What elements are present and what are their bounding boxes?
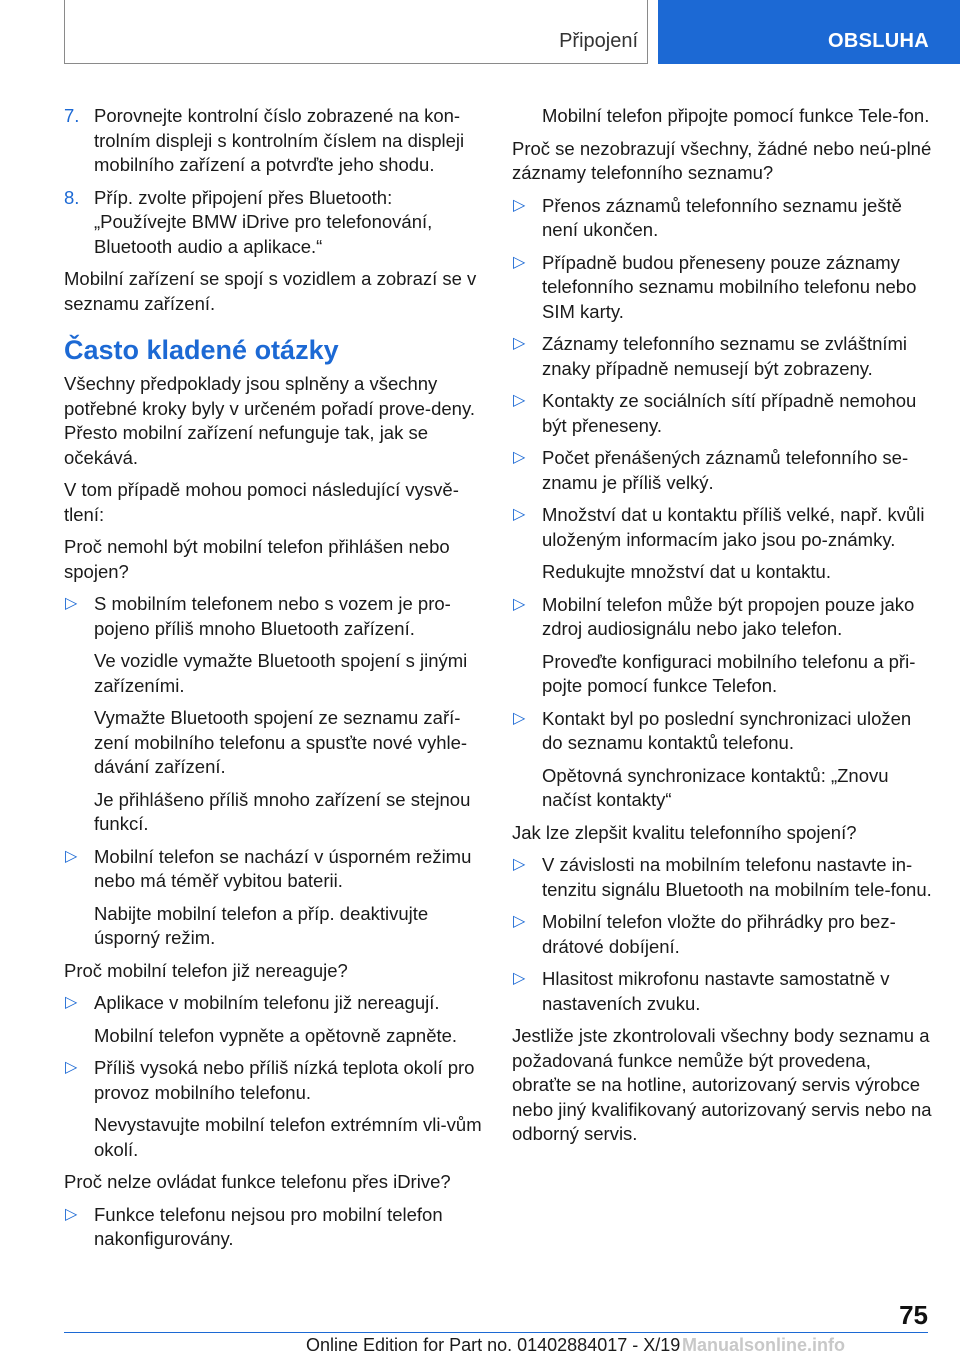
- bullet-text: Mobilní telefon se nachází v úsporném režimu nebo má téměř vybitou baterii.: [94, 845, 472, 891]
- bullet-text: Příliš vysoká nebo příliš nízká teplota okolí pro provoz mobilního telefonu.: [94, 1057, 475, 1103]
- question: Jak lze zlepšit kvalitu telefonního spojení?: [512, 821, 857, 843]
- triangle-bullet-icon: ▷: [513, 335, 526, 352]
- bullet-subtext: Opětovná synchronizace kontaktů: „Znovu načíst kontakty“: [542, 764, 889, 810]
- bullet-subtext: Redukujte množství dat u kontaktu.: [542, 561, 831, 582]
- step-item: [64, 104, 484, 178]
- bullet-item: [512, 707, 932, 756]
- bullet-text: Hlasitost mikrofonu nastavte samostatně v nastaveních zvuku.: [542, 968, 890, 1014]
- chapter-tab: OBSLUHA: [658, 0, 960, 64]
- step-number: 8.: [64, 186, 80, 208]
- bullet-item: [512, 194, 932, 243]
- question: Proč nelze ovládat funkce telefonu přes iDrive?: [64, 1171, 451, 1192]
- bullet-item: [512, 251, 932, 325]
- step-number: 7.: [64, 105, 80, 126]
- bullet-text: Mobilní telefon vložte do přihrádky pro bez‐drátové dobíjení.: [542, 911, 896, 957]
- bullet-text: Množství dat u kontaktu příliš velké, např. kvůli uloženým informacím jako jsou po‐známky.: [542, 504, 925, 550]
- right-column: [512, 104, 932, 1155]
- bullet-subtext: Ve vozidle vymažte Bluetooth spojení s jinými zařízeními.: [94, 650, 468, 696]
- left-column: [64, 104, 484, 1260]
- bullet-text: V závislosti na mobilním telefonu nastavte in‐tenzitu signálu Bluetooth na mobilním tele‐fonu.: [542, 854, 932, 900]
- bullet-text: S mobilním telefonem nebo s vozem je pro‐pojeno příliš mnoho Bluetooth zařízení.: [94, 593, 451, 639]
- bullet-item: [512, 910, 932, 959]
- bullet-text: Případně budou přeneseny pouze záznamy telefonního seznamu mobilního telefonu nebo SIM karty.: [542, 251, 917, 322]
- bullet-text: Přenos záznamů telefonního seznamu ještě není ukončen.: [542, 194, 902, 240]
- bullet-text: Mobilní telefon může být propojen pouze jako zdroj audiosignálu nebo jako telefon.: [542, 593, 915, 639]
- page-number: 75: [899, 1300, 928, 1330]
- triangle-bullet-icon: ▷: [513, 196, 526, 214]
- bullet-subtext: Proveďte konfiguraci mobilního telefonu a při‐pojte pomocí funkce Telefon.: [542, 650, 916, 696]
- question: Proč nemohl být mobilní telefon přihlášen nebo spojen?: [64, 536, 450, 582]
- step-item: [64, 186, 484, 260]
- footer-edition: Online Edition for Part no. 01402884017 - X/19: [306, 1335, 681, 1355]
- bullet-item: [512, 446, 932, 495]
- paragraph: V tom případě mohou pomoci následující vysvě‐tlení:: [64, 479, 459, 525]
- footer-divider: [64, 1332, 928, 1333]
- step-text: Příp. zvolte připojení přes Bluetooth: „Používejte BMW iDrive pro telefonování, Bluetooth audio a aplikace.“: [94, 186, 433, 257]
- bullet-subtext: Nabijte mobilní telefon a příp. deaktivujte úsporný režim.: [94, 902, 429, 948]
- bullet-text: Funkce telefonu nejsou pro mobilní telefon nakonfigurovány.: [94, 1203, 443, 1249]
- bullet-item: [64, 991, 484, 1016]
- triangle-bullet-icon: ▷: [513, 595, 526, 613]
- bullet-item: [64, 1056, 484, 1105]
- bullet-subtext: Je přihlášeno příliš mnoho zařízení se stejnou funkcí.: [94, 788, 471, 834]
- bullet-subtext: Nevystavujte mobilní telefon extrémním vli‐vům okolí.: [94, 1114, 482, 1160]
- bullet-item: [64, 592, 484, 641]
- bullet-item: [512, 503, 932, 552]
- triangle-bullet-icon: ▷: [65, 595, 78, 612]
- paragraph: Mobilní zařízení se spojí s vozidlem a zobrazí se v seznamu zařízení.: [64, 268, 477, 314]
- triangle-bullet-icon: ▷: [513, 392, 526, 409]
- question: Proč mobilní telefon již nereaguje?: [64, 959, 348, 981]
- bullet-text: Aplikace v mobilním telefonu již nereagují.: [94, 992, 440, 1013]
- triangle-bullet-icon: ▷: [513, 449, 526, 466]
- triangle-bullet-icon: ▷: [513, 709, 526, 727]
- bullet-item: [512, 967, 932, 1016]
- bullet-item: [64, 845, 484, 894]
- triangle-bullet-icon: ▷: [65, 1059, 78, 1076]
- paragraph: Všechny předpoklady jsou splněny a všechny potřebné kroky byly v určeném pořadí prove‐deny. Přesto mobilní zařízení nefunguje tak, jak se očekává.: [64, 373, 475, 468]
- triangle-bullet-icon: ▷: [513, 913, 526, 930]
- section-title: Připojení: [559, 30, 638, 52]
- bullet-item: [512, 332, 932, 381]
- watermark: Manualsonline.info: [682, 1335, 846, 1355]
- bullet-text: Záznamy telefonního seznamu se zvláštními znaky případně nemusejí být zobrazeny.: [542, 333, 908, 379]
- bullet-item: [512, 593, 932, 642]
- bullet-subtext: Vymažte Bluetooth spojení ze seznamu zaří‐zení mobilního telefonu a spusťte nové vyhle‐dávání zařízení.: [94, 707, 468, 777]
- bullet-item: [512, 853, 932, 902]
- bullet-item: [512, 389, 932, 438]
- paragraph: Jestliže jste zkontrolovali všechny body seznamu a požadovaná funkce nemůže být provedena, obraťte se na hotline, autorizovaný servis výrobce nebo jiný kvalifikovaný autorizovaný servis nebo na odborný servis.: [512, 1025, 932, 1144]
- triangle-bullet-icon: ▷: [513, 253, 526, 271]
- triangle-bullet-icon: ▷: [513, 506, 526, 523]
- bullet-text: Kontakty ze sociálních sítí případně nemohou být přeneseny.: [542, 390, 917, 436]
- triangle-bullet-icon: ▷: [65, 994, 78, 1011]
- section-heading: Často kladené otázky: [64, 335, 339, 365]
- bullet-item: [64, 1203, 484, 1252]
- bullet-text: Počet přenášených záznamů telefonního se‐znamu je příliš velký.: [542, 447, 909, 493]
- bullet-subtext: Mobilní telefon připojte pomocí funkce Tele‐fon.: [542, 105, 930, 126]
- bullet-subtext: Mobilní telefon vypněte a opětovně zapněte.: [94, 1024, 458, 1046]
- triangle-bullet-icon: ▷: [65, 847, 78, 865]
- bullet-text: Kontakt byl po poslední synchronizaci uložen do seznamu kontaktů telefonu.: [542, 707, 912, 753]
- triangle-bullet-icon: ▷: [65, 1205, 78, 1223]
- triangle-bullet-icon: ▷: [513, 856, 526, 873]
- triangle-bullet-icon: ▷: [513, 970, 526, 987]
- question: Proč se nezobrazují všechny, žádné nebo neú‐plné záznamy telefonního seznamu?: [512, 137, 932, 183]
- step-text: Porovnejte kontrolní číslo zobrazené na kon‐trolním displeji s kontrolním číslem na displeji mobilního zařízení a potvrďte jeho shodu.: [94, 105, 465, 175]
